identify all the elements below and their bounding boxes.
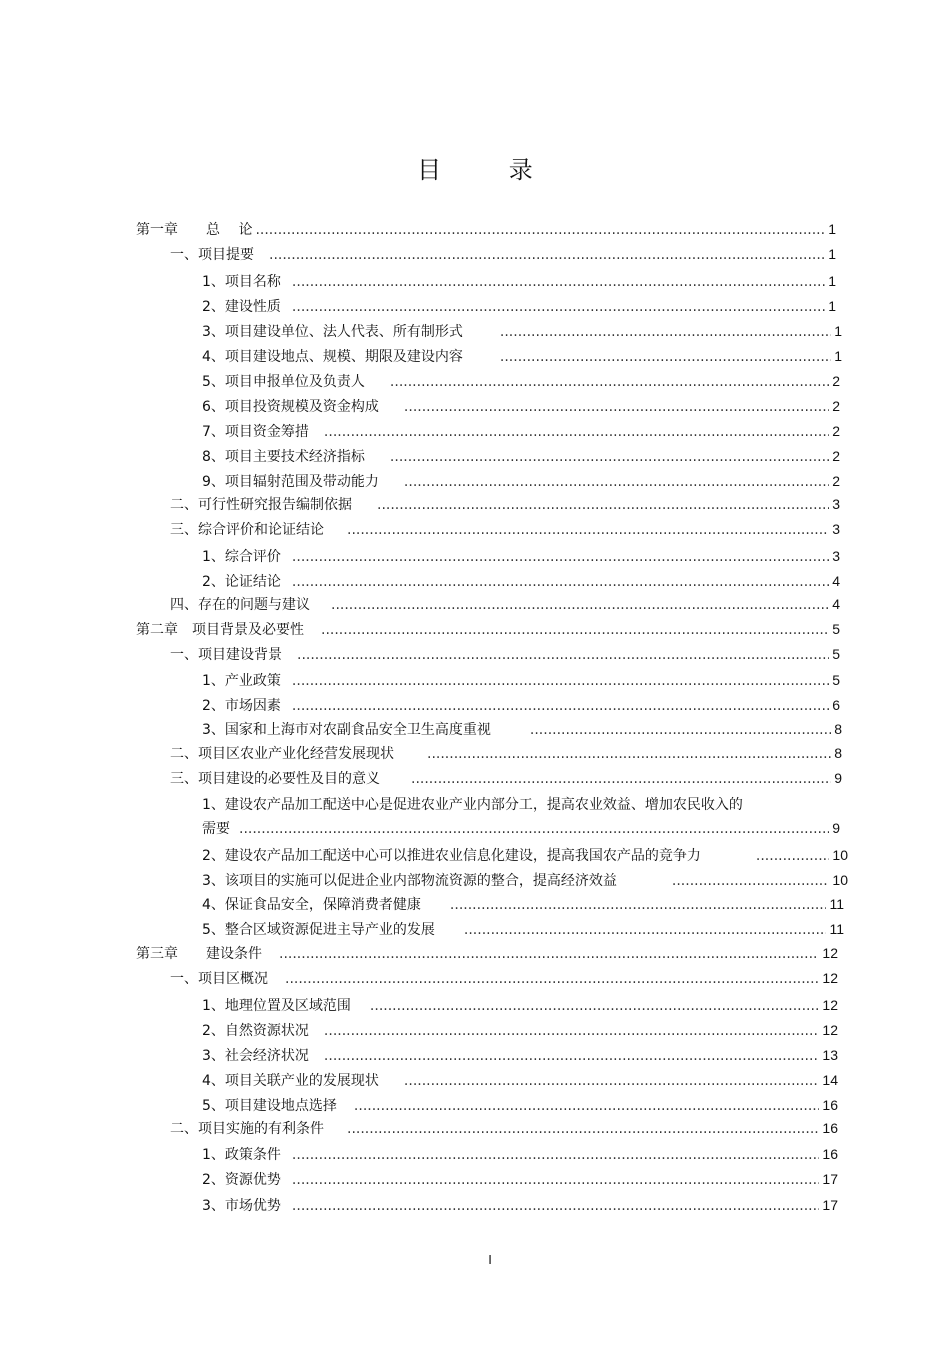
toc-label: 三、项目建设的必要性及目的意义 xyxy=(170,771,380,787)
toc-page: 3 xyxy=(832,548,840,564)
toc-entry[interactable] xyxy=(202,397,840,416)
toc-entry[interactable] xyxy=(202,846,848,865)
toc-label: 3、该项目的实施可以促进企业内部物流资源的整合，提高经济效益 xyxy=(202,873,617,889)
toc-entry[interactable] xyxy=(170,520,840,539)
toc-label: 三、综合评价和论证结论 xyxy=(170,522,324,538)
toc-label: 2、建设性质 xyxy=(202,299,281,315)
toc-page: 2 xyxy=(832,398,840,414)
toc-label: 2、自然资源状况 xyxy=(202,1023,309,1039)
toc-entry[interactable] xyxy=(202,472,840,491)
toc-leader xyxy=(321,621,829,639)
toc-label: 4、保证食品安全，保障消费者健康 xyxy=(202,897,421,913)
toc-entry[interactable] xyxy=(202,920,844,939)
toc-entry[interactable] xyxy=(136,944,838,963)
toc-page: 5 xyxy=(832,672,840,688)
toc-entry[interactable] xyxy=(136,620,840,639)
toc-leader xyxy=(377,496,829,514)
toc-page: 13 xyxy=(822,1047,838,1063)
toc-page: 1 xyxy=(828,273,836,289)
toc-entry-label-line1: 1、建设农产品加工配送中心是促进农业产业内部分工，提高农业效益、增加农民收入的 xyxy=(202,797,743,813)
toc-page: 14 xyxy=(822,1072,838,1088)
toc-entry[interactable] xyxy=(170,744,842,763)
toc-page: 12 xyxy=(822,945,838,961)
toc-entry[interactable] xyxy=(170,645,840,664)
toc-leader xyxy=(292,697,829,715)
toc-label: 5、项目建设地点选择 xyxy=(202,1098,337,1114)
toc-entry[interactable] xyxy=(202,696,840,715)
toc-entry[interactable] xyxy=(170,595,840,614)
toc-leader xyxy=(411,770,831,788)
toc-label: 2、论证结论 xyxy=(202,574,281,590)
toc-page: 11 xyxy=(829,921,844,937)
toc-label: 第二章 项目背景及必要性 xyxy=(136,622,304,638)
toc-leader xyxy=(331,596,829,614)
toc-entry[interactable] xyxy=(170,495,840,514)
toc-leader xyxy=(292,273,825,291)
toc-entry[interactable] xyxy=(202,871,848,890)
toc-label: 3、国家和上海市对农副食品安全卫生高度重视 xyxy=(202,722,491,738)
toc-leader xyxy=(279,945,819,963)
toc-page: 17 xyxy=(822,1171,838,1187)
toc-entry[interactable] xyxy=(202,1170,838,1189)
toc-page: 2 xyxy=(832,373,840,389)
toc-page: 10 xyxy=(832,847,848,863)
toc-label: 二、项目区农业产业化经营发展现状 xyxy=(170,746,394,762)
toc-page: 6 xyxy=(832,697,840,713)
toc-entry[interactable] xyxy=(202,895,844,914)
toc-entry[interactable] xyxy=(170,769,842,788)
toc-page: 3 xyxy=(832,521,840,537)
toc-label: 一、项目区概况 xyxy=(170,971,268,987)
toc-page: 5 xyxy=(832,621,840,637)
toc-entry[interactable] xyxy=(202,720,842,739)
toc-label: 4、项目建设地点、规模、期限及建设内容 xyxy=(202,349,463,365)
toc-page: 12 xyxy=(822,997,838,1013)
toc-label: 四、存在的问题与建议 xyxy=(170,597,310,613)
toc-label: 3、社会经济状况 xyxy=(202,1048,309,1064)
toc-entry[interactable] xyxy=(202,322,842,341)
toc-entry[interactable] xyxy=(202,996,838,1015)
toc-leader xyxy=(269,246,825,264)
toc-leader xyxy=(404,398,829,416)
toc-entry[interactable] xyxy=(202,1196,838,1215)
toc-page: 12 xyxy=(822,970,838,986)
toc-leader xyxy=(500,323,831,341)
toc-page: 2 xyxy=(832,423,840,439)
toc-label: 1、产业政策 xyxy=(202,673,281,689)
toc-page: 8 xyxy=(834,745,842,761)
toc-entry[interactable] xyxy=(170,1119,838,1138)
toc-leader xyxy=(285,970,819,988)
toc-leader xyxy=(347,521,829,539)
toc-entry[interactable] xyxy=(202,272,836,291)
toc-page: 12 xyxy=(822,1022,838,1038)
toc-page: 9 xyxy=(832,820,840,836)
toc-leader xyxy=(464,921,827,939)
toc-label: 1、项目名称 xyxy=(202,274,281,290)
toc-leader xyxy=(292,573,829,591)
toc-page: 4 xyxy=(832,573,840,589)
toc-page: 9 xyxy=(834,770,842,786)
toc-page: 2 xyxy=(832,473,840,489)
toc-leader xyxy=(370,997,820,1015)
toc-entry[interactable] xyxy=(202,1145,838,1164)
toc-entry[interactable] xyxy=(202,1071,838,1090)
toc-entry[interactable] xyxy=(202,1096,838,1115)
toc-page: 1 xyxy=(834,323,842,339)
toc-label: 2、资源优势 xyxy=(202,1172,281,1188)
page-number: I xyxy=(488,1252,492,1267)
toc-leader xyxy=(239,820,829,838)
toc-page: 16 xyxy=(822,1097,838,1113)
toc-leader xyxy=(390,373,829,391)
toc-page: 1 xyxy=(828,221,836,237)
toc-label: 3、市场优势 xyxy=(202,1198,281,1214)
toc-leader xyxy=(530,721,831,739)
toc-entry[interactable] xyxy=(170,245,836,264)
toc-page: 8 xyxy=(834,721,842,737)
page-title: 目 录 xyxy=(417,156,563,184)
toc-label: 1、政策条件 xyxy=(202,1147,281,1163)
toc-entry[interactable] xyxy=(202,1046,838,1065)
toc-entry[interactable] xyxy=(170,969,838,988)
toc-leader xyxy=(347,1120,819,1138)
toc-leader xyxy=(292,1146,820,1164)
toc-entry[interactable] xyxy=(136,220,836,239)
toc-entry[interactable] xyxy=(202,819,840,838)
toc-page: 2 xyxy=(832,448,840,464)
toc-leader xyxy=(390,448,829,466)
toc-label: 9、项目辐射范围及带动能力 xyxy=(202,474,379,490)
toc-leader xyxy=(450,896,827,914)
toc-leader xyxy=(404,473,829,491)
toc-leader xyxy=(404,1072,820,1090)
toc-leader xyxy=(292,1197,820,1215)
toc-page: 4 xyxy=(832,596,840,612)
toc-label: 1、综合评价 xyxy=(202,549,281,565)
toc-leader xyxy=(672,872,830,890)
toc-leader xyxy=(292,1171,820,1189)
toc-label: 7、项目资金筹措 xyxy=(202,424,309,440)
toc-leader xyxy=(427,745,831,763)
toc-leader xyxy=(324,423,829,441)
toc-leader xyxy=(292,548,829,566)
toc-leader xyxy=(297,646,829,664)
toc-page: 11 xyxy=(829,896,844,912)
toc-page: 17 xyxy=(822,1197,838,1213)
toc-entry[interactable] xyxy=(202,297,836,316)
toc-label: 第一章 总 论 xyxy=(136,222,253,238)
toc-page: 1 xyxy=(828,298,836,314)
toc-label: 5、整合区域资源促进主导产业的发展 xyxy=(202,922,435,938)
toc-label: 需要 xyxy=(202,821,230,837)
toc-entry[interactable] xyxy=(202,347,842,366)
toc-leader xyxy=(292,672,829,690)
toc-label: 8、项目主要技术经济指标 xyxy=(202,449,365,465)
toc-leader xyxy=(324,1022,820,1040)
toc-leader xyxy=(756,847,830,865)
toc-page: 16 xyxy=(822,1120,838,1136)
toc-page: 10 xyxy=(832,872,848,888)
toc-label: 一、项目提要 xyxy=(170,247,254,263)
toc-page: 16 xyxy=(822,1146,838,1162)
toc-label: 二、项目实施的有利条件 xyxy=(170,1121,324,1137)
toc-label: 1、地理位置及区域范围 xyxy=(202,998,351,1014)
toc-label: 5、项目申报单位及负责人 xyxy=(202,374,365,390)
toc-leader xyxy=(324,1047,820,1065)
toc-entry[interactable] xyxy=(202,422,840,441)
toc-entry[interactable] xyxy=(202,547,840,566)
toc-entry[interactable] xyxy=(202,372,840,391)
toc-label: 4、项目关联产业的发展现状 xyxy=(202,1073,379,1089)
toc-entry[interactable] xyxy=(202,1021,838,1040)
toc-label: 6、项目投资规模及资金构成 xyxy=(202,399,379,415)
toc-label: 3、项目建设单位、法人代表、所有制形式 xyxy=(202,324,463,340)
toc-entry[interactable] xyxy=(202,671,840,690)
toc-label: 2、建设农产品加工配送中心可以推进农业信息化建设，提高我国农产品的竞争力 xyxy=(202,848,701,864)
toc-page: 1 xyxy=(834,348,842,364)
toc-leader xyxy=(354,1097,820,1115)
toc-label: 第三章 建设条件 xyxy=(136,946,262,962)
toc-leader xyxy=(292,298,825,316)
toc-page: 1 xyxy=(828,246,836,262)
toc-label: 二、可行性研究报告编制依据 xyxy=(170,497,352,513)
toc-entry[interactable] xyxy=(202,447,840,466)
toc-page: 5 xyxy=(832,646,840,662)
toc-page: 3 xyxy=(832,496,840,512)
toc-label: 2、市场因素 xyxy=(202,698,281,714)
toc-leader xyxy=(500,348,831,366)
toc-entry[interactable] xyxy=(202,572,840,591)
toc-leader xyxy=(255,221,825,239)
toc-label: 一、项目建设背景 xyxy=(170,647,282,663)
